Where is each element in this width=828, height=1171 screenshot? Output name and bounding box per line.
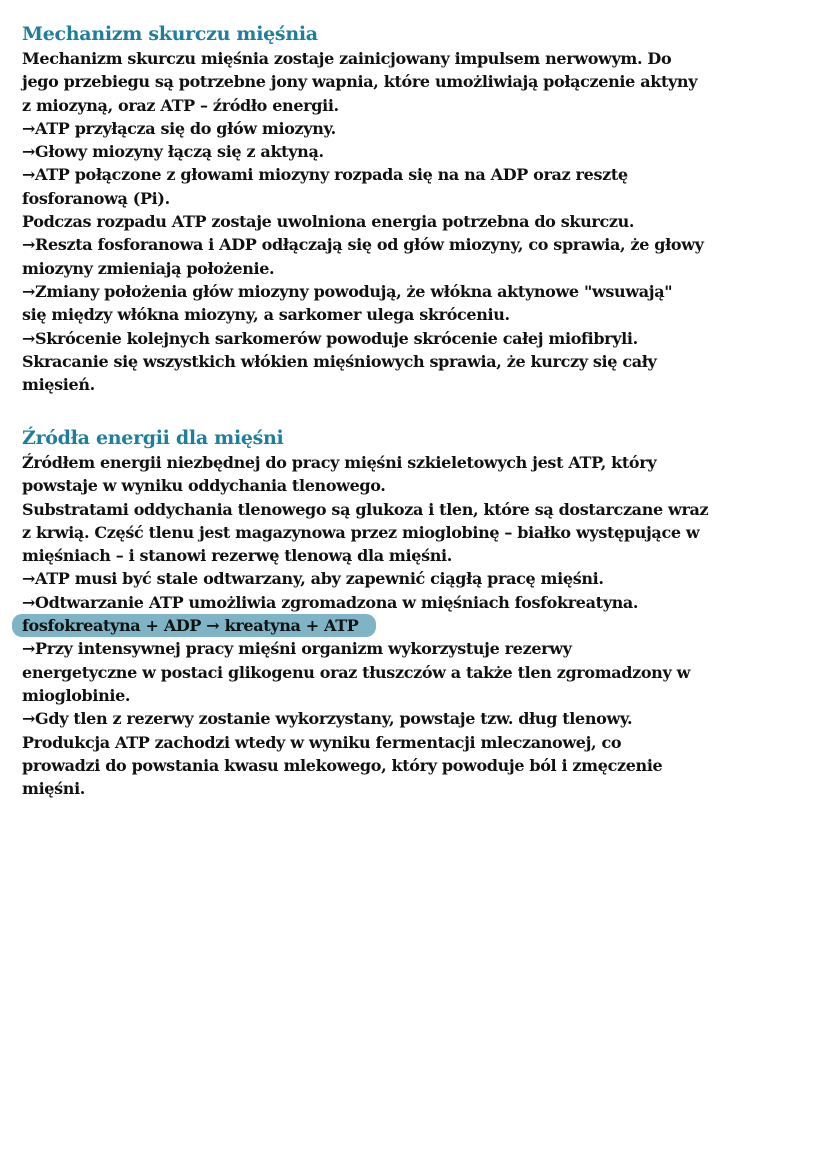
text-line: prowadzi do powstania kwasu mlekowego, który powoduje ból i zmęczenie bbox=[22, 755, 663, 775]
text-line: →Odtwarzanie ATP umożliwia zgromadzona w mięśniach fosfokreatyna. bbox=[22, 592, 639, 612]
section-muscle-contraction bbox=[22, 22, 812, 396]
text-line: →Reszta fosforanowa i ADP odłączają się od głów miozyny, co sprawia, że głowy bbox=[22, 235, 704, 255]
text-line: →ATP przyłącza się do głów miozyny. bbox=[22, 118, 336, 138]
text-line: →Gdy tlen z rezerwy zostanie wykorzystany, powstaje tzw. dług tlenowy. bbox=[22, 709, 633, 729]
text-line: jego przebiegu są potrzebne jony wapnia, które umożliwiają połączenie aktyny bbox=[22, 72, 698, 92]
text-line bbox=[22, 614, 812, 637]
text-line: Produkcja ATP zachodzi wtedy w wyniku fermentacji mleczanowej, co bbox=[22, 732, 622, 752]
text-line: Substratami oddychania tlenowego są glukoza i tlen, które są dostarczane wraz bbox=[22, 499, 709, 519]
section-energy-sources bbox=[22, 426, 812, 800]
text-line: →ATP musi być stale odtwarzany, aby zapewnić ciągłą pracę mięśni. bbox=[22, 569, 604, 589]
text-line: powstaje w wyniku oddychania tlenowego. bbox=[22, 476, 386, 496]
text-line: →Głowy miozyny łączą się z aktyną. bbox=[22, 142, 324, 162]
text-line: →Skrócenie kolejnych sarkomerów powoduje skrócenie całej miofibryli. bbox=[22, 328, 638, 348]
text-line: →Zmiany położenia głów miozyny powodują, że włókna aktynowe "wsuwają" bbox=[22, 281, 673, 301]
text-line: z krwią. Część tlenu jest magazynowa przez mioglobinę – białko występujące w bbox=[22, 522, 700, 542]
highlighted-equation: fosfokreatyna + ADP → kreatyna + ATP bbox=[12, 614, 376, 637]
text-line: Źródłem energii niezbędnej do pracy mięśni szkieletowych jest ATP, który bbox=[22, 453, 657, 472]
section-heading: Mechanizm skurczu mięśnia bbox=[22, 23, 318, 45]
text-line: energetyczne w postaci glikogenu oraz tłuszczów a także tlen zgromadzony w bbox=[22, 662, 691, 682]
text-line: mioglobinie. bbox=[22, 685, 131, 705]
text-line: →ATP połączone z głowami miozyny rozpada się na na ADP oraz resztę bbox=[22, 165, 628, 185]
text-line: mięsień. bbox=[22, 375, 95, 395]
text-line: Skracanie się wszystkich włókien mięśniowych sprawia, że kurczy się cały bbox=[22, 351, 657, 371]
text-line: mięśniach – i stanowi rezerwę tlenową dla mięśni. bbox=[22, 546, 452, 566]
text-line: Podczas rozpadu ATP zostaje uwolniona energia potrzebna do skurczu. bbox=[22, 212, 635, 232]
text-line: Mechanizm skurczu mięśnia zostaje zainicjowany impulsem nerwowym. Do bbox=[22, 49, 672, 68]
section-body bbox=[22, 451, 812, 800]
text-line: fosforanową (Pi). bbox=[22, 188, 170, 208]
section-heading: Źródła energii dla mięśni bbox=[22, 427, 284, 449]
text-line: z miozyną, oraz ATP – źródło energii. bbox=[22, 95, 339, 115]
text-line: miozyny zmieniają położenie. bbox=[22, 258, 275, 278]
section-body bbox=[22, 47, 812, 396]
text-line: mięśni. bbox=[22, 779, 86, 799]
text-line: się między włókna miozyny, a sarkomer ulega skróceniu. bbox=[22, 305, 510, 325]
text-line: →Przy intensywnej pracy mięśni organizm wykorzystuje rezerwy bbox=[22, 639, 572, 659]
